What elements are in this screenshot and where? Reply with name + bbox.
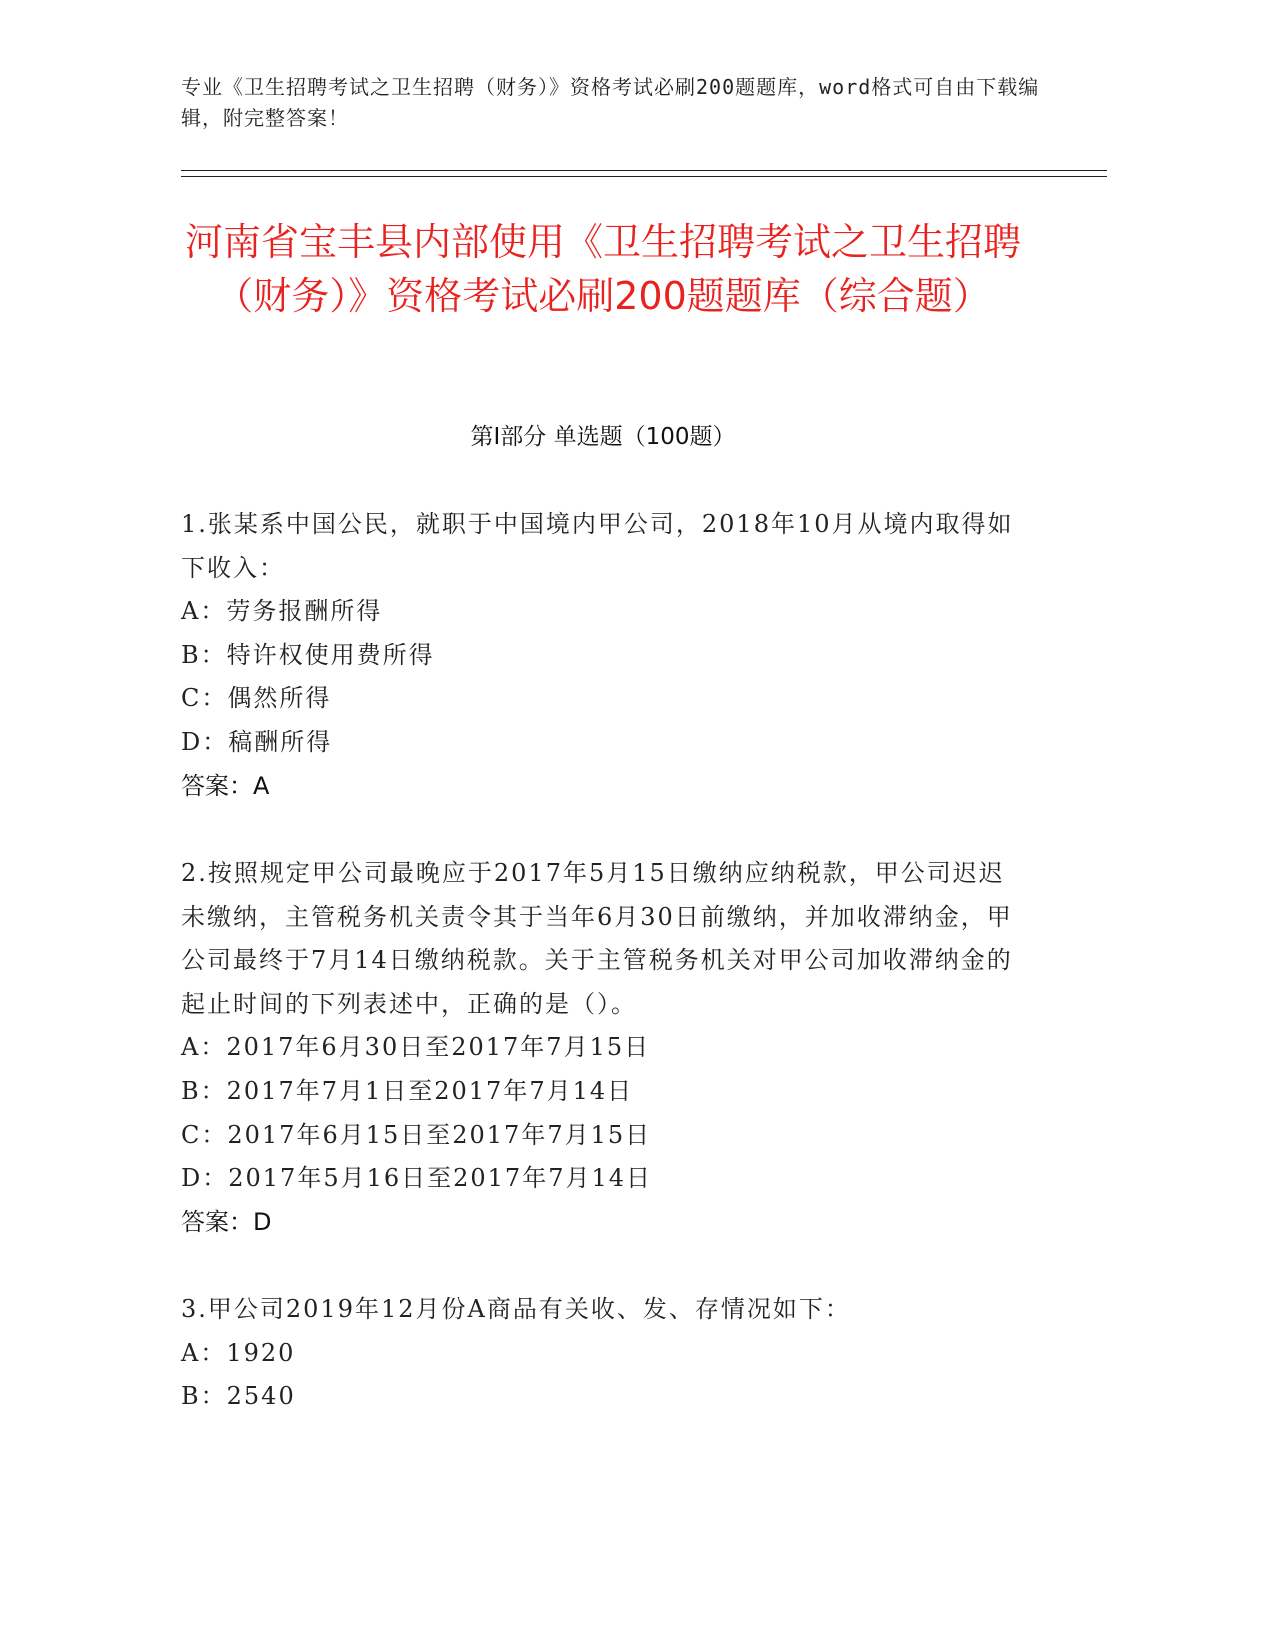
question-stem: 1.张某系中国公民，就职于中国境内甲公司，2018年10月从境内取得如下收入： — [181, 510, 1014, 582]
question-3 — [181, 1288, 1041, 1419]
section-title: 第I部分 单选题（100题） — [470, 424, 736, 450]
answer-line: 答案：D — [181, 1207, 272, 1236]
option-b: B：2017年7月1日至2017年7月14日 — [181, 1076, 634, 1105]
question-1 — [181, 503, 1036, 808]
option-a: A：劳务报酬所得 — [181, 597, 383, 626]
option-c: C：偶然所得 — [181, 684, 332, 713]
option-b: B：特许权使用费所得 — [181, 640, 435, 669]
answer-line: 答案：A — [181, 771, 270, 800]
question-stem: 3.甲公司2019年12月份A商品有关收、发、存情况如下： — [181, 1295, 851, 1323]
option-a: A：1920 — [181, 1338, 296, 1367]
option-a: A：2017年6月30日至2017年7月15日 — [181, 1033, 651, 1062]
header-divider-bottom — [181, 176, 1107, 177]
question-2 — [181, 852, 1029, 1244]
option-d: D：2017年5月16日至2017年7月14日 — [181, 1164, 653, 1193]
header-divider-top — [181, 170, 1107, 171]
option-c: C：2017年6月15日至2017年7月15日 — [181, 1120, 652, 1149]
header-note: 专业《卫生招聘考试之卫生招聘（财务）》资格考试必刷200题题库，word格式可自由下载编辑，附完整答案！ — [181, 75, 1040, 130]
question-stem: 2.按照规定甲公司最晚应于2017年5月15日缴纳应纳税款，甲公司迟迟未缴纳，主管税务机关责令其于当年6月30日前缴纳，并加收滞纳金，甲公司最终于7月14日缴纳税款。关于主管税务机关对甲公司加收滞纳金的起止时间的下列表述中，正确的是（）。 — [181, 859, 1013, 1018]
document-title: 河南省宝丰县内部使用《卫生招聘考试之卫生招聘（财务）》资格考试必刷200题题库（综合题） — [184, 220, 1021, 318]
option-b: B：2540 — [181, 1382, 296, 1411]
option-d: D：稿酬所得 — [181, 727, 333, 756]
